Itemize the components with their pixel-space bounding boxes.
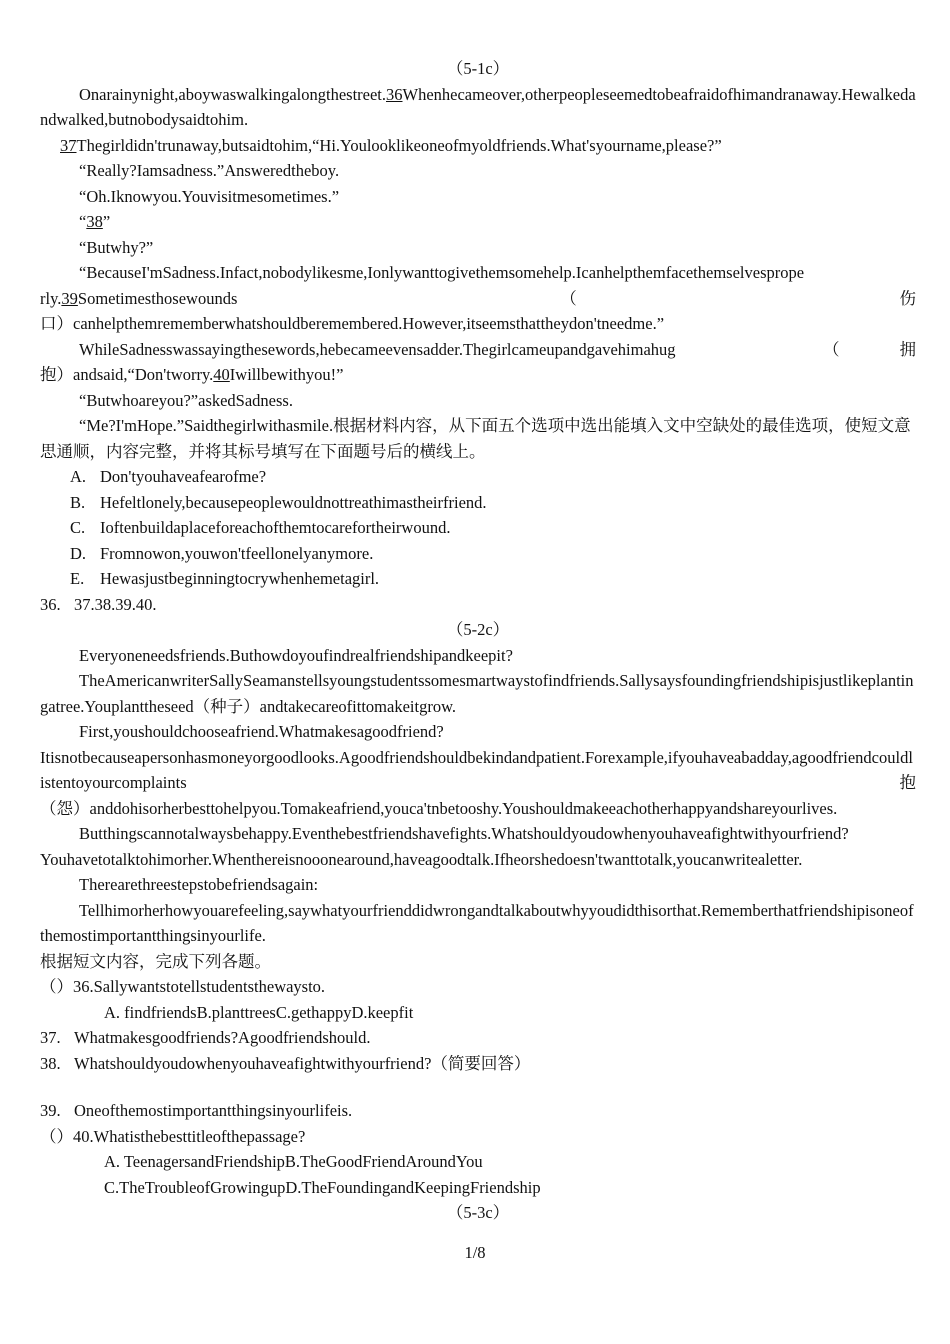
passage-1-paragraph-5: “38” xyxy=(79,212,111,231)
passage-2-paragraph-3a: First,youshouldchooseafriend.Whatmakesagoodfriend? xyxy=(79,722,444,741)
passage-1-paragraph-1: Onarainynight,aboywaswalkingalongthestreet.36Whenhecameover,otherpeopleseemedtobeafraidofhimandranaway.Hewalkedandwalked,butnobodysaidtohim. xyxy=(40,84,916,129)
question-36-options: A. findfriendsB.planttreesC.gethappyD.keepfit xyxy=(104,1002,414,1022)
options-list xyxy=(40,464,916,592)
passage-1-paragraph-4: “Oh.Iknowyou.Youvisitmesometimes.” xyxy=(79,186,340,206)
option-item: E. Hewasjustbeginningtocrywhenhemetagirl. xyxy=(70,569,380,588)
passage-1-paragraph-7c: 口）canhelpthemrememberwhatshouldberemembered.However,itseemsthattheydon'tneedme.” xyxy=(40,314,665,333)
question-40-options-2: C.TheTroubleofGrowingupD.TheFoundingandKeepingFriendship xyxy=(104,1177,541,1197)
option-item: A. Don'tyouhaveafearofme? xyxy=(70,467,267,486)
passage-1-paragraph-8a: WhileSadnesswassayingthesewords,hebecameevensadder.Thegirlcameupandgavehimahug （ 拥 xyxy=(79,339,916,359)
passage-2-paragraph-5: Therearethreestepstobefriendsagain: xyxy=(79,875,319,894)
page-number: 1/8 xyxy=(464,1243,486,1262)
passage-2-paragraph-2: TheAmericanwriterSallySeamanstellsyoungstudentssomesmartwaystofindfriends.Sallysaysfoundingfriendshipisjustlikeplantingatree.Youplanttheseed（种子）andtakecareofittomakeitgrow. xyxy=(40,671,914,716)
option-item: C. Ioftenbuildaplaceforeachofthemtocarefortheirwound. xyxy=(70,518,451,537)
passage-2-paragraph-4b: Youhavetotalktohimorher.Whenthereisnooonearound,haveagoodtalk.Ifheorshedoesn'twanttotalk,youcanwritealetter. xyxy=(40,849,803,869)
answer-line: 36. 37.38.39.40. xyxy=(40,594,157,614)
question-39: 39. Oneofthemostimportantthingsinyourlifeis. xyxy=(40,1101,353,1120)
passage-1-paragraph-7a: “BecauseI'mSadness.Infact,nobodylikesme,Ionlywanttogivethemsomehelp.Icanhelpthemfacethemselvesprope xyxy=(79,263,805,282)
blank-40: 40 xyxy=(213,365,230,384)
passage-1-paragraph-2: 37Thegirldidn'trunaway,butsaidtohim,“Hi.Youlooklikeoneofmyoldfriends.What'syourname,please?” xyxy=(60,135,722,155)
passage-1-paragraph-3: “Really?Iamsadness.”Answeredtheboy. xyxy=(79,161,340,180)
passage-1-paragraph-10: “Me?I'mHope.”Saidthegirlwithasmile.根据材料内容，从下面五个选项中选出能填入文中空缺处的最佳选项，使短文意思通顺，内容完整，并将其标号填写在下面题号后的横线上。 xyxy=(40,416,911,461)
passage-1-paragraph-9: “Butwhoareyou?”askedSadness. xyxy=(79,390,293,410)
passage-2-paragraph-1: Everyoneneedsfriends.Buthowdoyoufindrealfriendshipandkeepit? xyxy=(79,645,513,665)
section-3-header: （5-3c） xyxy=(446,1203,510,1222)
blank-39: 39 xyxy=(61,288,78,308)
answer-space xyxy=(40,1076,916,1098)
questions-instruction: 根据短文内容，完成下列各题。 xyxy=(40,951,271,971)
option-item: B. Hefeltlonely,becausepeoplewouldnottreathimastheirfriend. xyxy=(70,492,487,512)
document-page xyxy=(40,56,916,1226)
passage-2-paragraph-3b: Itisnotbecauseapersonhasmoneyorgoodlooks.Agoodfriendshouldbekindandpatient.Forexample,ifyouhaveabadday,agoodfriendcouldlistentoyourcomplaints 抱 xyxy=(40,747,916,792)
question-40-options-1: A. TeenagersandFriendshipB.TheGoodFriendAroundYou xyxy=(104,1152,483,1171)
blank-38: 38 xyxy=(86,212,103,231)
option-item: D. Fromnowon,youwon'tfeellonelyanymore. xyxy=(70,543,374,563)
section-2-header: （5-2c） xyxy=(446,620,510,639)
question-38: 38. Whatshouldyoudowhenyouhaveafightwithyourfriend?（简要回答） xyxy=(40,1053,531,1073)
question-37: 37. Whatmakesgoodfriends?Agoodfriendshould. xyxy=(40,1028,371,1047)
question-40: （）40.Whatisthebesttitleofthepassage? xyxy=(40,1126,306,1146)
question-36: （）36.Sallywantstotellstudentsthewaysto. xyxy=(40,977,326,996)
blank-37: 37 xyxy=(60,135,77,155)
passage-1-paragraph-8b: 抱）andsaid,“Don'tworry.40Iwillbewithyou!” xyxy=(40,365,344,384)
passage-2-paragraph-6: Tellhimorherhowyouarefeeling,saywhatyourfrienddidwrongandtalkaboutwhyyoudidthisorthat.Rememberthatfriendshipisoneofthemostimportantthingsinyourlife. xyxy=(40,900,914,945)
passage-2-paragraph-3c: （怨）anddohisorherbesttohelpyou.Tomakeafriend,youca'tnbetooshy.Youshouldmakeeachotherhappyandshareyourlives. xyxy=(40,798,838,818)
section-1-header: （5-1c） xyxy=(446,59,510,78)
blank-36: 36 xyxy=(386,84,403,104)
passage-1-paragraph-7b: rly.39Sometimesthosewounds （ 伤 xyxy=(40,288,916,308)
passage-1-paragraph-6: “Butwhy?” xyxy=(79,237,154,257)
passage-2-paragraph-4a: Butthingscannotalwaysbehappy.Eventhebestfriendshavefights.Whatshouldyoudowhenyouhaveafightwithyourfriend? xyxy=(79,824,849,843)
